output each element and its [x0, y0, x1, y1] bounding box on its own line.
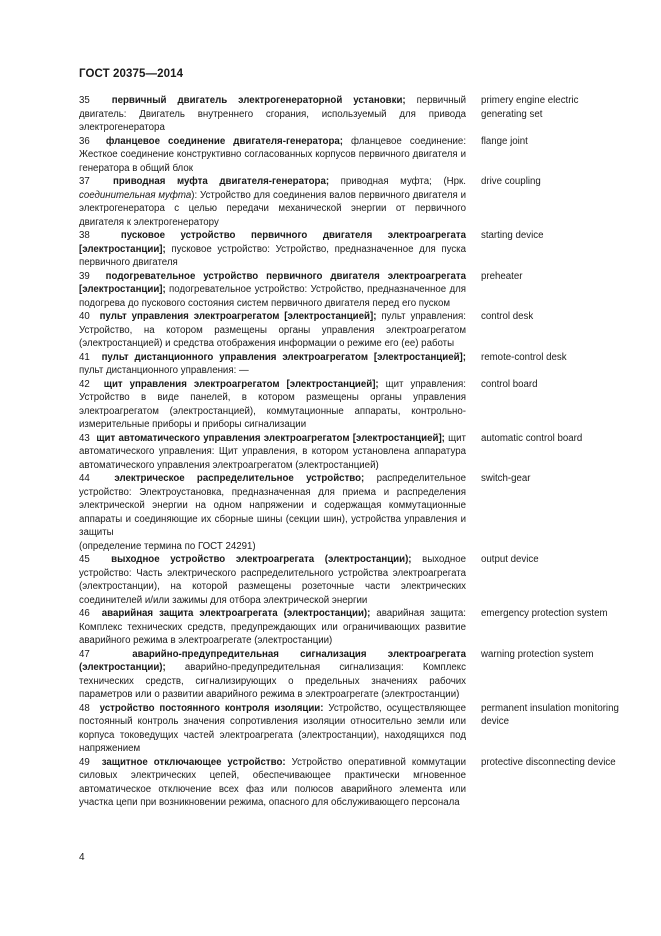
term-name: фланцевое соединение двигателя-генератора; — [105, 135, 343, 147]
term-english: remote-control desk — [481, 351, 567, 363]
term-number: 40 — [79, 311, 90, 322]
term-text: пульт управления: Устройство, на котором размещены органы управления электроагрегатом (электростанцией) и средства отображения информации о режиме его (ее) работы — [79, 311, 466, 349]
term-english: emergency protection system — [481, 608, 608, 619]
term-english: drive coupling — [481, 176, 541, 187]
term-entry-49 — [79, 756, 624, 810]
term-definition — [79, 270, 466, 311]
term-english: automatic control board — [481, 432, 583, 444]
term-number: 38 — [79, 230, 90, 241]
term-definition — [79, 175, 466, 229]
term-number: 47 — [79, 648, 90, 660]
term-text: ): Устройство для соединения валов первичного двигателя и электрогенератора с целью передачи механической энергии от первичного двигателя к электрогенератору — [79, 189, 466, 228]
term-entry-44 — [79, 472, 624, 553]
term-definition — [79, 432, 466, 473]
term-text: распределительное устройство: Электроустановка, предназначенная для приема и распределения электрической энергии на одном напряжении и содержащая коммутационные аппараты и соединяющие их сборные шины (секции шин), устройства управления и защиты — [79, 473, 466, 538]
term-english: control board — [481, 378, 538, 390]
term-entry-37 — [79, 175, 624, 229]
term-definition — [79, 472, 466, 553]
term-english: preheater — [481, 270, 523, 282]
term-english: starting device — [481, 230, 544, 241]
term-definition — [79, 378, 466, 432]
term-text: пульт дистанционного управления: — — [79, 365, 249, 376]
terms-list — [79, 94, 624, 810]
term-entry-46 — [79, 607, 624, 648]
term-text-pre: приводная муфта; (Нрк. — [329, 176, 466, 187]
term-english: protective disconnecting device — [481, 756, 616, 768]
term-entry-35 — [79, 94, 624, 135]
term-english: permanent insulation monitoring device — [481, 702, 619, 727]
term-definition — [79, 648, 466, 702]
term-number: 42 — [79, 378, 90, 390]
term-text: фланцевое соединение: Жесткое соединение конструктивно согласованных корпусов первичного двигателя и генератора в общий блок — [79, 135, 467, 174]
term-number: 35 — [79, 95, 90, 106]
term-name: приводная муфта двигателя-генератора; — [113, 176, 330, 187]
term-entry-47 — [79, 648, 624, 702]
term-name: выходное устройство электроагрегата (электростанции); — [111, 554, 412, 565]
term-name: щит автоматического управления электроагрегатом [электростанцией]; — [96, 432, 445, 444]
term-definition — [79, 310, 466, 351]
document-header: ГОСТ 20375—2014 — [79, 68, 184, 80]
term-number: 48 — [79, 702, 90, 714]
term-text: Устройство, осуществляющее постоянный контроль значения сопротивления изоляции относительно земли или корпуса токоведущих частей электроагрегата (электростанции), находящихся под напряжением — [79, 702, 466, 754]
term-entry-48 — [79, 702, 624, 756]
term-definition — [79, 756, 466, 810]
term-text: первичный двигатель: Двигатель внутреннего сгорания, используемый для привода электрогенератора — [79, 95, 466, 133]
term-definition — [79, 135, 466, 176]
term-text: щит автоматического управления: Щит управления, в котором установлена аппаратура автоматического управления электроагрегатом (электростанцией) — [79, 432, 466, 471]
term-name: первичный двигатель электрогенераторной установки; — [111, 95, 406, 106]
term-text: аварийная защита: Комплекс технических средств, предупреждающих или ограничивающих развитие аварийного режима в электроагрегате (электростанции) — [79, 608, 466, 646]
term-name: пусковое устройство первичного двигателя электроагрегата [электростанции]; — [79, 230, 466, 255]
term-definition — [79, 607, 466, 648]
term-english: flange joint — [481, 135, 528, 147]
term-deprecated: соединительная муфта — [79, 189, 192, 201]
term-name: защитное отключающее устройство: — [101, 756, 286, 768]
term-source-note: (определение термина по ГОСТ 24291) — [79, 540, 256, 552]
term-number: 44 — [79, 473, 90, 484]
term-name: электрическое распределительное устройство; — [114, 473, 365, 484]
term-entry-45 — [79, 553, 624, 607]
term-definition — [79, 702, 466, 756]
term-name: пульт дистанционного управления электроагрегатом [электростанцией]; — [101, 351, 467, 363]
term-name: аварийно-предупредительная сигнализация электроагрегата (электростанции); — [79, 648, 466, 673]
term-definition — [79, 94, 466, 135]
term-number: 45 — [79, 554, 90, 565]
term-entry-39 — [79, 270, 624, 311]
term-number: 39 — [79, 270, 90, 282]
term-text: подогревательное устройство: Устройство, предназначенное для подогрева до пускового состояния систем первичного двигателя перед его пуском — [79, 284, 466, 309]
term-english: warning protection system — [481, 648, 594, 660]
term-english: primery engine electric generating set — [481, 95, 579, 120]
term-text: пусковое устройство: Устройство, предназначенное для пуска первичного двигателя — [79, 243, 466, 268]
term-entry-36 — [79, 135, 624, 176]
term-english: output device — [481, 554, 539, 565]
term-name: аварийная защита электроагрегата (электростанции); — [101, 608, 371, 619]
term-number: 36 — [79, 135, 90, 147]
page-number: 4 — [79, 852, 85, 863]
term-entry-40 — [79, 310, 624, 351]
term-entry-38 — [79, 229, 624, 270]
term-name: щит управления электроагрегатом [электростанцией]; — [103, 378, 379, 390]
term-text: Устройство оперативной коммутации силовых электрических цепей, обеспечивающее практически мгновенное автоматическое отключение всех фаз или полюсов аварийного элемента или участка цепи при возникновении режима, опасного для обслуживающего персонала — [79, 756, 467, 808]
term-english: switch-gear — [481, 473, 531, 484]
term-number: 43 — [79, 432, 90, 444]
term-text: выходное устройство: Часть электрического распределительного устройства электроагрегата (электростанции), на которой размещены розеточные части электрических соединителей и/или зажимы для отбора электрической энергии — [79, 554, 466, 606]
term-text: щит управления: Устройство в виде панелей, в котором размещены органы управления электроагрегатом (электростанцией), коммутационные аппараты, контрольно-измерительные приборы и приборы сигнализации — [79, 378, 466, 430]
term-definition — [79, 553, 466, 607]
term-definition — [79, 351, 466, 378]
term-number: 46 — [79, 608, 90, 619]
term-number: 49 — [79, 756, 90, 768]
term-entry-42 — [79, 378, 624, 432]
term-english: control desk — [481, 311, 534, 322]
term-name: подогревательное устройство первичного двигателя электроагрегата [электростанции]; — [79, 270, 466, 295]
term-name: устройство постоянного контроля изоляции: — [99, 702, 324, 714]
term-definition — [79, 229, 466, 270]
term-entry-41 — [79, 351, 624, 378]
term-name: пульт управления электроагрегатом [электростанцией]; — [99, 311, 377, 322]
term-number: 41 — [79, 351, 90, 363]
term-text: аварийно-предупредительная сигнализация: Комплекс технических средств, сигнализирующих о предельных значениях рабочих параметров или о развитии аварийного режима в электроагрегате (электростанции) — [79, 662, 466, 700]
term-number: 37 — [79, 176, 90, 187]
term-entry-43 — [79, 432, 624, 473]
